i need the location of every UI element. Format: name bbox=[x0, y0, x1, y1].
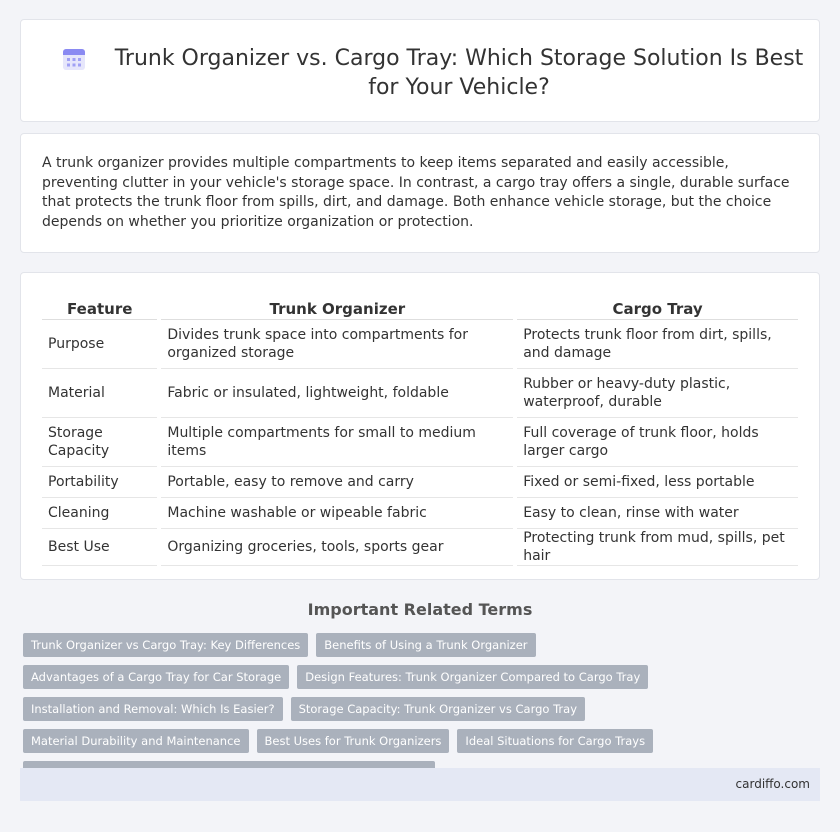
cargo-tray-cell: Rubber or heavy-duty plastic, waterproof, durable bbox=[517, 369, 798, 418]
feature-cell: Cleaning bbox=[42, 498, 157, 529]
related-term-tag[interactable]: Trunk Organizer vs Cargo Tray: Key Differences bbox=[23, 633, 308, 657]
trunk-organizer-cell: Fabric or insulated, lightweight, foldable bbox=[161, 369, 513, 418]
header-feature: Feature bbox=[42, 294, 157, 320]
related-term-tag[interactable]: Storage Capacity: Trunk Organizer vs Cargo Tray bbox=[291, 697, 585, 721]
header-trunk-organizer: Trunk Organizer bbox=[161, 294, 513, 320]
feature-cell: Purpose bbox=[42, 320, 157, 369]
feature-cell: Portability bbox=[42, 467, 157, 498]
table-row bbox=[42, 529, 798, 566]
related-term-tag[interactable]: Best Uses for Trunk Organizers bbox=[257, 729, 450, 753]
trunk-organizer-cell: Divides trunk space into compartments for organized storage bbox=[161, 320, 513, 369]
feature-cell: Material bbox=[42, 369, 157, 418]
calendar-icon bbox=[61, 46, 87, 72]
title-card bbox=[20, 19, 820, 122]
cargo-tray-cell: Fixed or semi-fixed, less portable bbox=[517, 467, 798, 498]
header-cargo-tray: Cargo Tray bbox=[517, 294, 798, 320]
page-title: Trunk Organizer vs. Cargo Tray: Which Storage Solution Is Best for Your Vehicle? bbox=[114, 46, 804, 100]
related-terms-heading: Important Related Terms bbox=[307, 600, 533, 619]
trunk-organizer-cell: Machine washable or wipeable fabric bbox=[161, 498, 513, 529]
trunk-organizer-cell: Organizing groceries, tools, sports gear bbox=[161, 529, 513, 566]
related-term-tag[interactable]: Material Durability and Maintenance bbox=[23, 729, 249, 753]
related-terms-list bbox=[23, 633, 803, 785]
table-row bbox=[42, 498, 798, 529]
related-term-tag[interactable]: Advantages of a Cargo Tray for Car Storage bbox=[23, 665, 289, 689]
related-term-tag[interactable]: Design Features: Trunk Organizer Compared to Cargo Tray bbox=[297, 665, 648, 689]
cargo-tray-cell: Protecting trunk from mud, spills, pet hair bbox=[517, 529, 798, 566]
intro-card bbox=[20, 133, 820, 253]
feature-cell: Best Use bbox=[42, 529, 157, 566]
table-row bbox=[42, 369, 798, 418]
cargo-tray-cell: Easy to clean, rinse with water bbox=[517, 498, 798, 529]
table-header-row bbox=[42, 294, 798, 320]
cargo-tray-cell: Protects trunk floor from dirt, spills, and damage bbox=[517, 320, 798, 369]
trunk-organizer-cell: Portable, easy to remove and carry bbox=[161, 467, 513, 498]
related-term-tag[interactable]: Benefits of Using a Trunk Organizer bbox=[316, 633, 535, 657]
footer-site-name: cardiffo.com bbox=[735, 777, 810, 791]
intro-paragraph: A trunk organizer provides multiple compartments to keep items separated and easily accessible, preventing clutter in your vehicle's storage space. In contrast, a cargo tray offers a single, durable surface that protects the trunk floor from spills, dirt, and damage. Both enhance vehicle storage, but the choice depends on whether you prioritize organization or protection. bbox=[42, 155, 790, 230]
related-term-tag[interactable]: Installation and Removal: Which Is Easier? bbox=[23, 697, 283, 721]
comparison-card bbox=[20, 272, 820, 580]
trunk-organizer-cell: Multiple compartments for small to medium items bbox=[161, 418, 513, 467]
feature-cell: Storage Capacity bbox=[42, 418, 157, 467]
table-row bbox=[42, 320, 798, 369]
table-row bbox=[42, 418, 798, 467]
related-term-tag[interactable]: Ideal Situations for Cargo Trays bbox=[457, 729, 653, 753]
comparison-table bbox=[42, 294, 798, 566]
footer bbox=[20, 768, 820, 801]
cargo-tray-cell: Full coverage of trunk floor, holds larger cargo bbox=[517, 418, 798, 467]
table-row bbox=[42, 467, 798, 498]
